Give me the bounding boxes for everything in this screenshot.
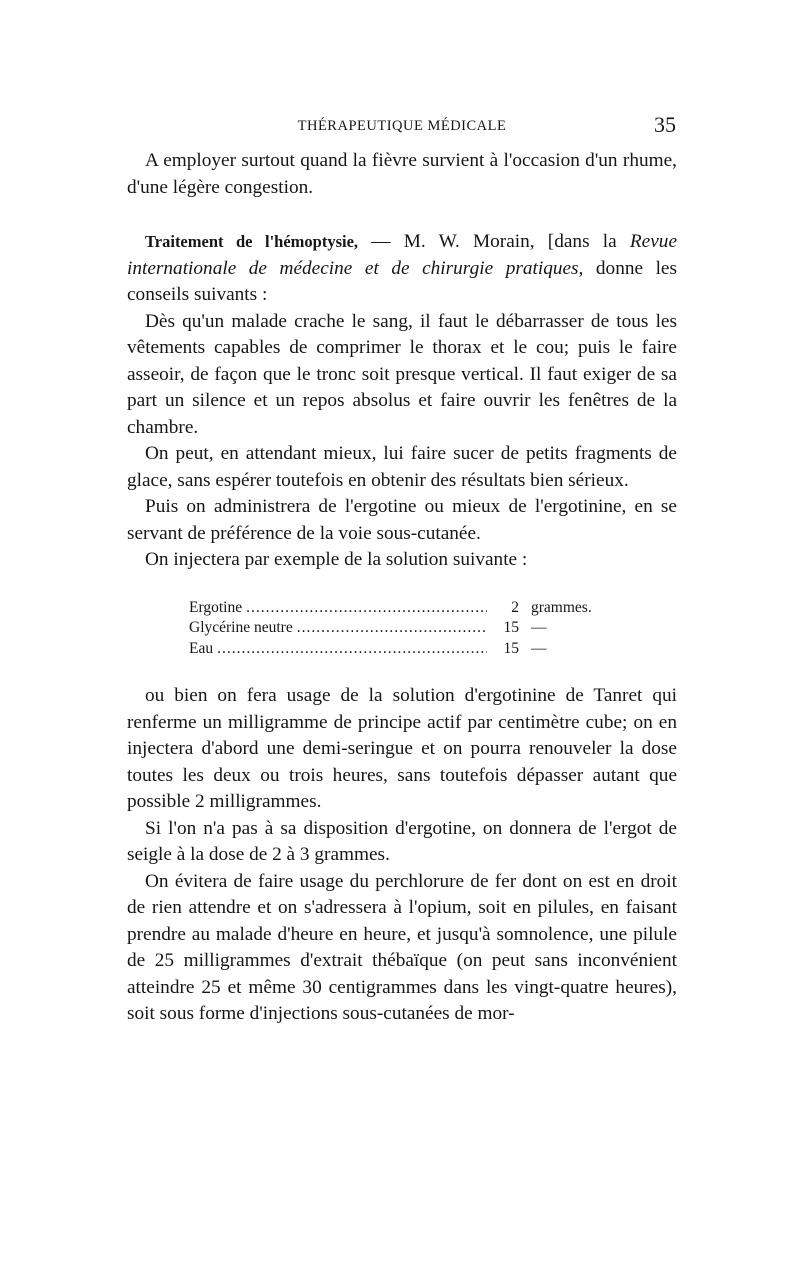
section-heading-hemoptysis: Traitement de l'hémoptysie, bbox=[145, 232, 359, 251]
recipe-ingredient: Eau bbox=[189, 639, 214, 657]
recipe-ingredient: Glycérine neutre bbox=[189, 619, 293, 636]
recipe-row bbox=[189, 639, 623, 660]
recipe-quantity: 2 bbox=[511, 598, 519, 616]
recipe-table bbox=[189, 598, 623, 660]
page-number: 35 bbox=[654, 112, 676, 137]
paragraph-ergot-rye: Si l'on n'a pas à sa disposition d'ergotine, on donnera de l'ergot de seigle à la dose de 2 à 3 grammes. bbox=[127, 817, 677, 865]
recipe-quantity: 15 bbox=[503, 619, 519, 636]
paragraph-opium: On évitera de faire usage du perchlorure de fer dont on est en droit de rien attendre et on s'adressera à l'opium, soit en pilules, en faisant prendre au malade d'heure en heure, et jusqu'à somnolence, une pilule de 25 milligrammes d'extrait thébaïque (on peut sans inconvénient atteindre 25 et même 30 centigrammes dans les vingt-quatre heures), soit sous forme d'injections sous-cutanées de mor- bbox=[127, 870, 677, 1024]
paragraph-fever-remedy: A employer surtout quand la fièvre survient à l'occasion d'un rhume, d'une légère congestion. bbox=[127, 150, 677, 198]
paragraph-positioning: Dès qu'un malade crache le sang, il faut le débarrasser de tous les vêtements capables de comprimer le thorax et le cou; puis le faire asseoir, de façon que le tronc soit presque vertical. Il faut exiger de sa part un silence et un repos absolus et faire ouvrir les fenêtres de la chambre. bbox=[127, 310, 677, 438]
journal-title: Revue internationale de médecine et de chirurgie pratiques, bbox=[127, 231, 677, 279]
recipe-row bbox=[189, 598, 623, 619]
leader-dots bbox=[246, 598, 487, 619]
recipe-unit: grammes. bbox=[531, 598, 592, 616]
intro-text-author: — M. W. Morain, [dans la bbox=[358, 231, 630, 252]
intro-text-advice: donne les conseils suivants : bbox=[127, 257, 677, 305]
leader-dots bbox=[217, 639, 487, 660]
recipe-unit: — bbox=[531, 619, 547, 636]
running-head bbox=[128, 112, 676, 142]
text-block bbox=[127, 148, 677, 1028]
recipe-row bbox=[189, 618, 623, 639]
paragraph-hemoptysis-intro bbox=[127, 229, 677, 309]
recipe-unit: — bbox=[531, 639, 547, 657]
leader-dots bbox=[297, 618, 487, 639]
paragraph-injection: On injectera par exemple de la solution suivante : bbox=[145, 549, 528, 570]
recipe-quantity: 15 bbox=[503, 639, 519, 657]
paragraph-ice: On peut, en attendant mieux, lui faire sucer de petits fragments de glace, sans espérer toutefois en obtenir des résultats bien sérieux. bbox=[127, 443, 677, 491]
paragraph-tanret-solution: ou bien on fera usage de la solution d'ergotinine de Tanret qui renferme un milligramme de principe actif par centimètre cube; on en injectera d'abord une demi-seringue et on pourra renouveler la dose toutes les deux ou trois heures, sans toutefois dépasser autant que possible 2 milligrammes. bbox=[127, 685, 677, 812]
running-title: THÉRAPEUTIQUE MÉDICALE bbox=[297, 118, 507, 134]
recipe-ingredient: Ergotine bbox=[189, 598, 243, 616]
paragraph-ergotine: Puis on administrera de l'ergotine ou mieux de l'ergotinine, en se servant de préférence de la voie sous-cutanée. bbox=[127, 496, 677, 544]
